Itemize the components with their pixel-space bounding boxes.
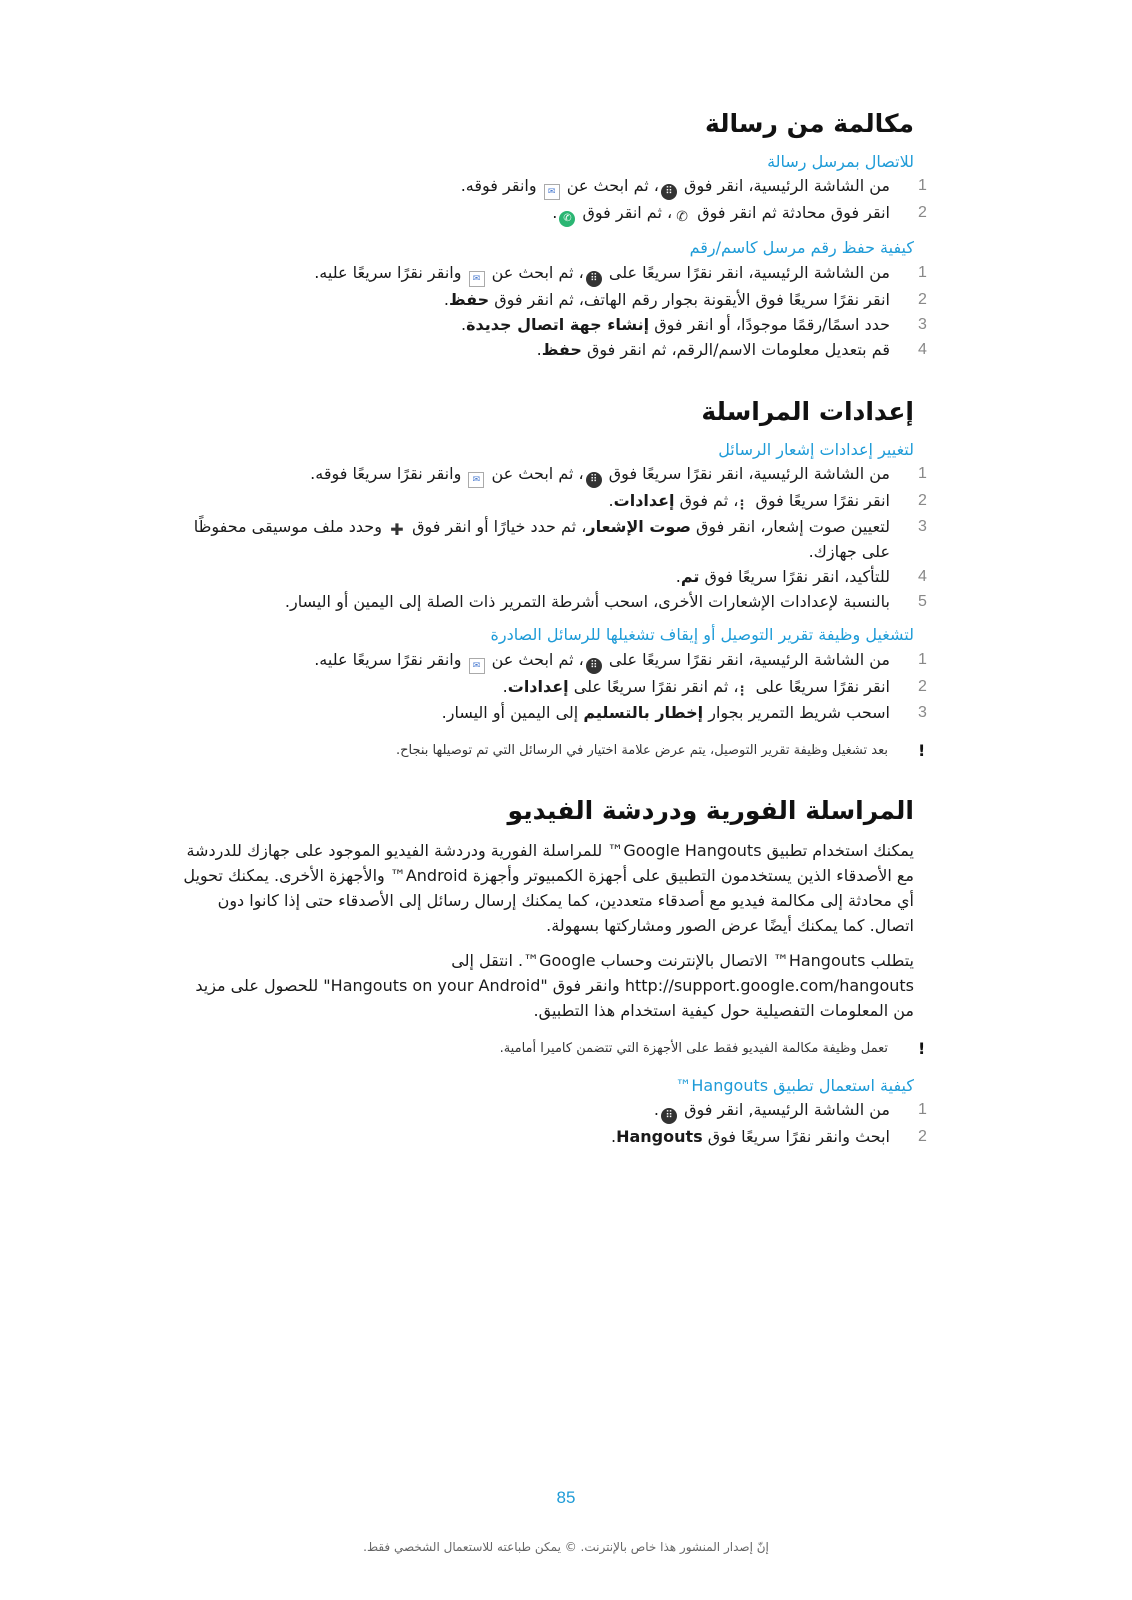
exclamation-icon: ! (918, 740, 926, 760)
messaging-app-icon: ✉ (469, 271, 485, 287)
steps-use-hangouts (180, 1097, 927, 1149)
apps-grid-icon: ⠿ (661, 1108, 677, 1124)
messaging-app-icon: ✉ (544, 184, 560, 200)
subheading-notification-settings: لتغيير إعدادات إشعار الرسائل (718, 439, 914, 459)
step-item: 5 بالنسبة لإعدادات الإشعارات الأخرى، اسحب أشرطة التمرير ذات الصلة إلى اليمين أو اليسار. (284, 592, 927, 612)
apps-grid-icon: ⠿ (661, 184, 677, 200)
section-title-instant-messaging: المراسلة الفورية ودردشة الفيديو (507, 795, 914, 825)
step-item: 3 اسحب شريط التمرير بجوار إخطار بالتسليم إلى اليمين أو اليسار. (441, 702, 927, 722)
step-item: 1 من الشاشة الرئيسية، انقر نقرًا سريعًا على ⠿، ثم ابحث عن ✉ وانقر نقرًا سريعًا عليه. (180, 260, 914, 287)
exclamation-icon: ! (918, 1038, 926, 1058)
step-item: 1 من الشاشة الرئيسية، انقر فوق ⠿، ثم ابحث عن ✉ وانقر فوقه. (180, 173, 914, 200)
apps-grid-icon: ⠿ (586, 271, 602, 287)
note-video-call: ! تعمل وظيفة مكالمة الفيديو فقط على الأجهزة التي تتضمن كاميرا أمامية. (180, 1039, 914, 1059)
page-number: 85 (556, 1488, 576, 1507)
steps-save-number (180, 260, 927, 362)
step-item: 1 من الشاشة الرئيسية، انقر نقرًا سريعًا فوق ⠿، ثم ابحث عن ✉ وانقر نقرًا سريعًا فوقه. (180, 461, 914, 488)
step-item: 2 ابحث وانقر نقرًا سريعًا فوق Hangouts. (610, 1126, 927, 1146)
footer-notice: إنّ إصدار المنشور هذا خاص بالإنترنت. © يمكن طباعته للاستعمال الشخصي فقط. (363, 1540, 769, 1554)
overflow-menu-icon: ⋮ (735, 498, 749, 514)
apps-grid-icon: ⠿ (586, 472, 602, 488)
plus-icon: ✚ (390, 520, 404, 540)
step-item: 4 للتأكيد، انقر نقرًا سريعًا فوق تم. (675, 567, 927, 587)
step-item: 2 انقر فوق محادثة ثم انقر فوق ✆، ثم انقر فوق ✆. (552, 203, 927, 226)
step-item: 3 لتعيين صوت إشعار، انقر فوق صوت الإشعار، ثم حدد خيارًا أو انقر فوق ✚ وحدد ملف موسيقى محفوظًا على جهازك. (193, 517, 927, 562)
call-button-icon: ✆ (559, 211, 575, 227)
steps-notification-settings (180, 461, 927, 614)
messaging-app-icon: ✉ (469, 658, 485, 674)
step-item: 4 قم بتعديل معلومات الاسم/الرقم، ثم انقر فوق حفظ. (536, 339, 927, 359)
step-item: 1 من الشاشة الرئيسية, انقر فوق ⠿. (180, 1097, 914, 1124)
paragraph-hangouts-requirements: يتطلب Hangouts™ الاتصال بالإنترنت وحساب Google™. انتقل إلى http://support.google.com/hangouts وانقر فوق "Hangouts on your Android" للحصول على مزيد من المعلومات التفصيلية حول كيفية استخدام هذا التطبيق. (195, 950, 914, 1020)
steps-call-sender (180, 173, 927, 227)
subheading-delivery-report: لتشغيل وظيفة تقرير التوصيل أو إيقاف تشغيلها للرسائل الصادرة (490, 625, 914, 645)
step-item: 2 انقر نقرًا سريعًا فوق الأيقونة بجوار رقم الهاتف، ثم انقر فوق حفظ. (443, 289, 927, 309)
note-delivery-report: ! بعد تشغيل وظيفة تقرير التوصيل، يتم عرض علامة اختيار في الرسائل التي تم توصيلها بنجاح. (180, 741, 914, 761)
step-item: 2 انقر نقرًا سريعًا على ⋮، ثم انقر نقرًا سريعًا على إعدادات. (502, 676, 927, 699)
section-title-messaging-settings: إعدادات المراسلة (701, 396, 914, 426)
phone-icon: ✆ (676, 209, 689, 226)
step-item: 1 من الشاشة الرئيسية، انقر نقرًا سريعًا على ⠿، ثم ابحث عن ✉ وانقر نقرًا سريعًا عليه. (180, 647, 914, 674)
paragraph-hangouts-intro: يمكنك استخدام تطبيق Google Hangouts™ للمراسلة الفورية ودردشة الفيديو الموجود على جهازك للدردشة مع الأصدقاء الذين يستخدمون التطبيق على أجهزة الكمبيوتر وأجهزة Android™ والأجهزة الأخرى. يمكنك تحويل أي محادثة إلى مكالمة فيديو مع أصدقاء متعددين، كما يمكنك إرسال رسائل إلى الأصدقاء حتى إذا كانوا دون اتصال. كما يمكنك أيضًا عرض الصور ومشاركتها بسهولة. (183, 840, 914, 935)
overflow-menu-icon: ⋮ (735, 683, 749, 699)
steps-delivery-report (180, 647, 927, 725)
subheading-save-number: كيفية حفظ رقم مرسل كاسم/رقم (689, 238, 914, 258)
page-content (180, 100, 927, 1149)
messaging-app-icon: ✉ (468, 472, 484, 488)
section-title-call-from-message: مكالمة من رسالة (704, 109, 914, 138)
apps-grid-icon: ⠿ (586, 658, 602, 674)
subheading-call-sender: للاتصال بمرسل رسالة (767, 152, 914, 171)
step-item: 2 انقر نقرًا سريعًا فوق ⋮، ثم فوق إعدادات. (608, 491, 927, 514)
step-item: 3 حدد اسمًا/رقمًا موجودًا، أو انقر فوق إنشاء جهة اتصال جديدة. (460, 314, 927, 334)
subheading-use-hangouts: كيفية استعمال تطبيق Hangouts™ (675, 1075, 914, 1095)
